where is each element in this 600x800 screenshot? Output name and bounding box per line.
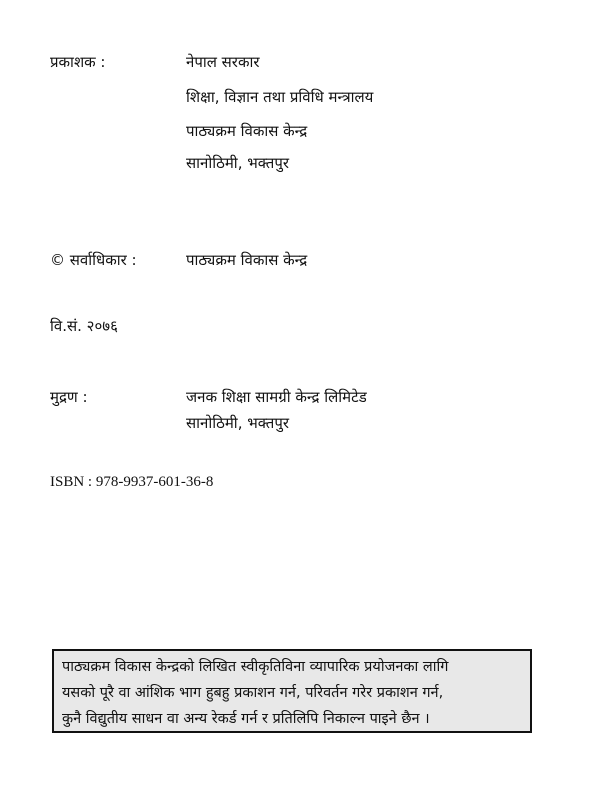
publisher-line-4: सानोठिमी, भक्तपुर [186,154,290,172]
copyright-label: © सर्वाधिकार : [50,251,137,269]
edition-year: वि.सं. २०७६ [50,317,118,335]
isbn-number: ISBN : 978-9937-601-36-8 [50,474,214,490]
copyright-notice-box [52,649,532,733]
publisher-line-2: शिक्षा, विज्ञान तथा प्रविधि मन्त्रालय [186,88,374,106]
publisher-label: प्रकाशक : [50,53,106,71]
copyright-holder: पाठ्यक्रम विकास केन्द्र [186,251,308,269]
publisher-line-1: नेपाल सरकार [186,53,260,71]
notice-line-3: कुनै विद्युतीय साधन वा अन्य रेकर्ड गर्न र प्रतिलिपि निकाल्न पाइने छैन । [62,711,430,727]
printer-line-1: जनक शिक्षा सामग्री केन्द्र लिमिटेड [186,388,367,406]
publisher-line-3: पाठ्यक्रम विकास केन्द्र [186,122,308,140]
notice-line-1: पाठ्यक्रम विकास केन्द्रको लिखित स्वीकृतिविना व्यापारिक प्रयोजनका लागि [62,659,449,675]
notice-line-2: यसको पूरै वा आंशिक भाग हुबहु प्रकाशन गर्न, परिवर्तन गरेर प्रकाशन गर्न, [62,685,444,701]
printer-label: मुद्रण : [50,388,88,406]
printer-line-2: सानोठिमी, भक्तपुर [186,414,290,432]
